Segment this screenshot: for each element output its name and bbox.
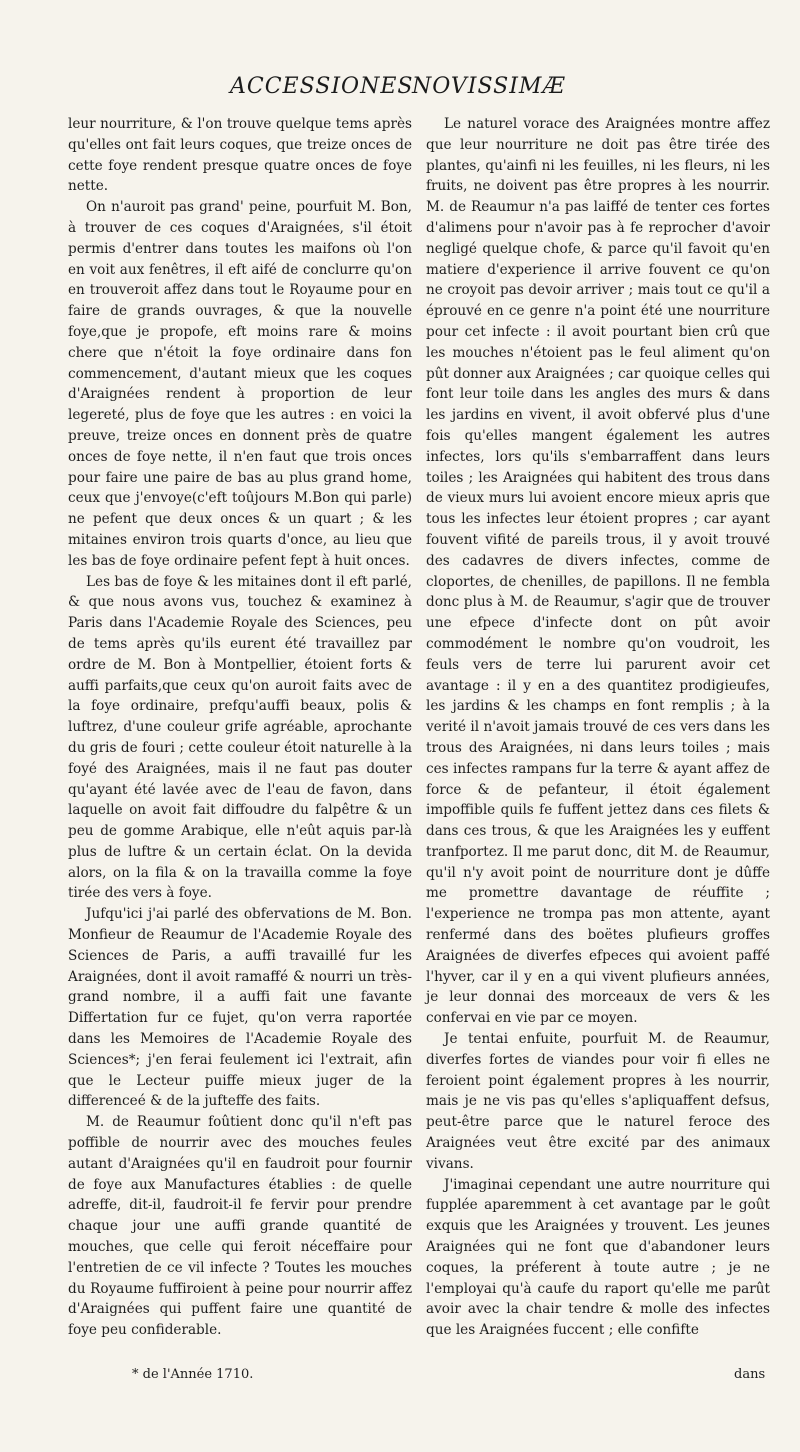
running-head-left: ACCESSIONES	[230, 74, 414, 99]
paragraph: M. de Reaumur foûtient donc qu'il n'eft pas poffible de nourrir avec des mouches feules autant d'Araignées qu'il en faudroit pour fournir de foye aux Manufactures établies : de quelle adreffe, dit-il, faudroit-il fe fervir pour prendre chaque jour une auffi grande quantité de mouches, que celle qui feroit néceffaire pour l'entretien de ce vil infecte ? Toutes les mouches du Royaume fuffiroient à peine pour nourrir affez d'Araignées qui puffent faire une quantité de foye peu confiderable.	[68, 1114, 412, 1339]
paragraph: leur nourriture, & l'on trouve quelque tems après qu'elles ont fait leurs coques, que treize onces de cette foye rendent presque quatre onces de foye nette.	[68, 116, 412, 195]
paragraph: J'imaginai cependant une autre nourriture qui fupplée aparemment à cet avantage par le goût exquis que les Araignées y trouvent. Les jeunes Araignées qui ne font que d'abandoner leurs coques, la préferent à toute autre ; je ne l'employai qu'à caufe du raport qu'elle me parût avoir avec la chair tendre & molle des infectes que les Araignées fuccent ; elle confifte	[426, 1176, 770, 1339]
running-header	[0, 74, 800, 106]
catchword: dans	[734, 1367, 766, 1382]
running-head-right: NOVISSIMÆ	[412, 74, 566, 99]
paragraph: Jufqu'ici j'ai parlé des obfervations de M. Bon. Monfieur de Reaumur de l'Academie Royale des Sciences de Paris, a auffi travaillé fur les Araignées, dont il avoit ramaffé & nourri un très-grand nombre, il a auffi fait une favante Differtation fur ce fujet, qu'on verra raportée dans les Memoires de l'Academie Royale des Sciences*; j'en ferai feulement ici l'extrait, afin que le Lecteur puiffe mieux juger de la differenceé & de la jufteffe des faits.	[68, 906, 412, 1110]
paragraph: Les bas de foye & les mitaines dont il eft parlé, & que nous avons vus, touchez & examinez à Paris dans l'Academie Royale des Sciences, peu de tems après qu'ils eurent été travaillez par ordre de M. Bon à Montpellier, étoient forts & auffi parfaits,que ceux qu'on auroit faits avec de la foye ordinaire, prefqu'auffi beaux, polis & luftrez, d'une couleur grife agréable, aprochante du gris de fouri ; cette couleur étoit naturelle à la foyé des Araignées, mais il ne faut pas douter qu'ayant été lavée avec de l'eau de favon, dans laquelle on avoit fait diffoudre du falpêtre & un peu de gomme Arabique, elle n'eût aquis par-là plus de luftre & un certain éclat. On la devida alors, on la fila & on la travailla comme la foye tirée des vers à foye.	[68, 573, 412, 902]
paragraph: Le naturel vorace des Araignées montre affez que leur nourriture ne doit pas être tirée des plantes, qu'ainfi ni les feuilles, ni les fleurs, ni les fruits, ne doivent pas être propres à les nourrir. M. de Reaumur n'a pas laiffé de tenter ces fortes d'alimens pour n'avoir pas à fe reprocher d'avoir negligé quelque chofe, & parce qu'il favoit qu'en matiere d'experience il arrive fouvent ce qu'on ne croyoit pas devoir arriver ; mais tout ce qu'il a éprouvé en ce genre n'a point été une nourriture pour cet infecte : il avoit pourtant bien crû que les mouches n'étoient pas le feul aliment qu'on pût donner aux Araignées ; car quoique celles qui font leur toile dans les angles des murs & dans les jardins en vivent, il avoit obfervé plus d'une fois qu'elles mangent également les autres infectes, lors qu'ils s'embarraffent dans leurs toiles ; les Araignées qui habitent des trous dans de vieux murs lui avoient encore mieux apris que tous les infectes leur étoient propres ; car ayant fouvent vifité de pareils trous, il y avoit trouvé des cadavres de divers infectes, comme de cloportes, de chenilles, de papillons. Il ne fembla donc plus à M. de Reaumur, s'agir que de trouver une efpece d'infecte dont on pût avoir commodément le nombre qu'on voudroit, les feuls vers de terre lui parurent avoir cet avantage : il y en a des quantitez prodigieufes, les jardins & les champs en font remplis ; à la verité il n'avoit jamais trouvé de ces vers dans les trous des Araignées, ni dans leurs toiles ; mais ces infectes rampans fur la terre & ayant affez de force & de pefanteur, il étoit également impoffible quils fe fuffent jettez dans ces filets & dans ces trous, & que les Araignées les y euffent tranfportez. Il me parut donc, dit M. de Reaumur, qu'il n'y avoit point de nourriture dont je dûffe me promettre davantage de réuffite ; l'experience ne trompa pas mon attente, ayant renfermé dans des boëtes plufieurs groffes Araignées de diverfes efpeces qui avoient paffé l'hyver, car il y en a qui vivent plufieurs années, je leur donnai des morceaux de vers & les confervai en vie par ce moyen.	[426, 116, 770, 1027]
footnote: * de l'Année 1710.	[132, 1367, 254, 1382]
paragraph: Je tentai enfuite, pourfuit M. de Reaumur, diverfes fortes de viandes pour voir fi elles ne feroient point également propres à les nourrir, mais je ne vis pas qu'elles s'apliquaffent defsus, peut-être parce que le naturel feroce des Araignées veut être excité par des animaux vivans.	[426, 1031, 770, 1172]
paragraph: On n'auroit pas grand' peine, pourfuit M. Bon, à trouver de ces coques d'Araignées, s'il étoit permis d'entrer dans toutes les maifons où l'on en voit aux fenêtres, il eft aifé de conclurre qu'on en trouveroit affez dans tout le Royaume pour en faire de grands ouvrages, & que la nouvelle foye,que je propofe, eft moins rare & moins chere que n'étoit la foye ordinaire dans fon commencement, d'autant mieux que les coques d'Araignées rendent à proportion de leur legereté, plus de foye que les autres : en voici la preuve, treize onces en donnent près de quatre onces de foye nette, il n'en faut que trois onces pour faire une paire de bas au plus grand home, ceux que j'envoye(c'eft toûjours M.Bon qui parle) ne pefent que deux onces & un quart ; & les mitaines environ trois quarts d'once, au lieu que les bas de foye ordinaire pefent fept à huit onces.	[68, 199, 412, 569]
left-column	[68, 114, 412, 1341]
right-column	[426, 114, 770, 1341]
